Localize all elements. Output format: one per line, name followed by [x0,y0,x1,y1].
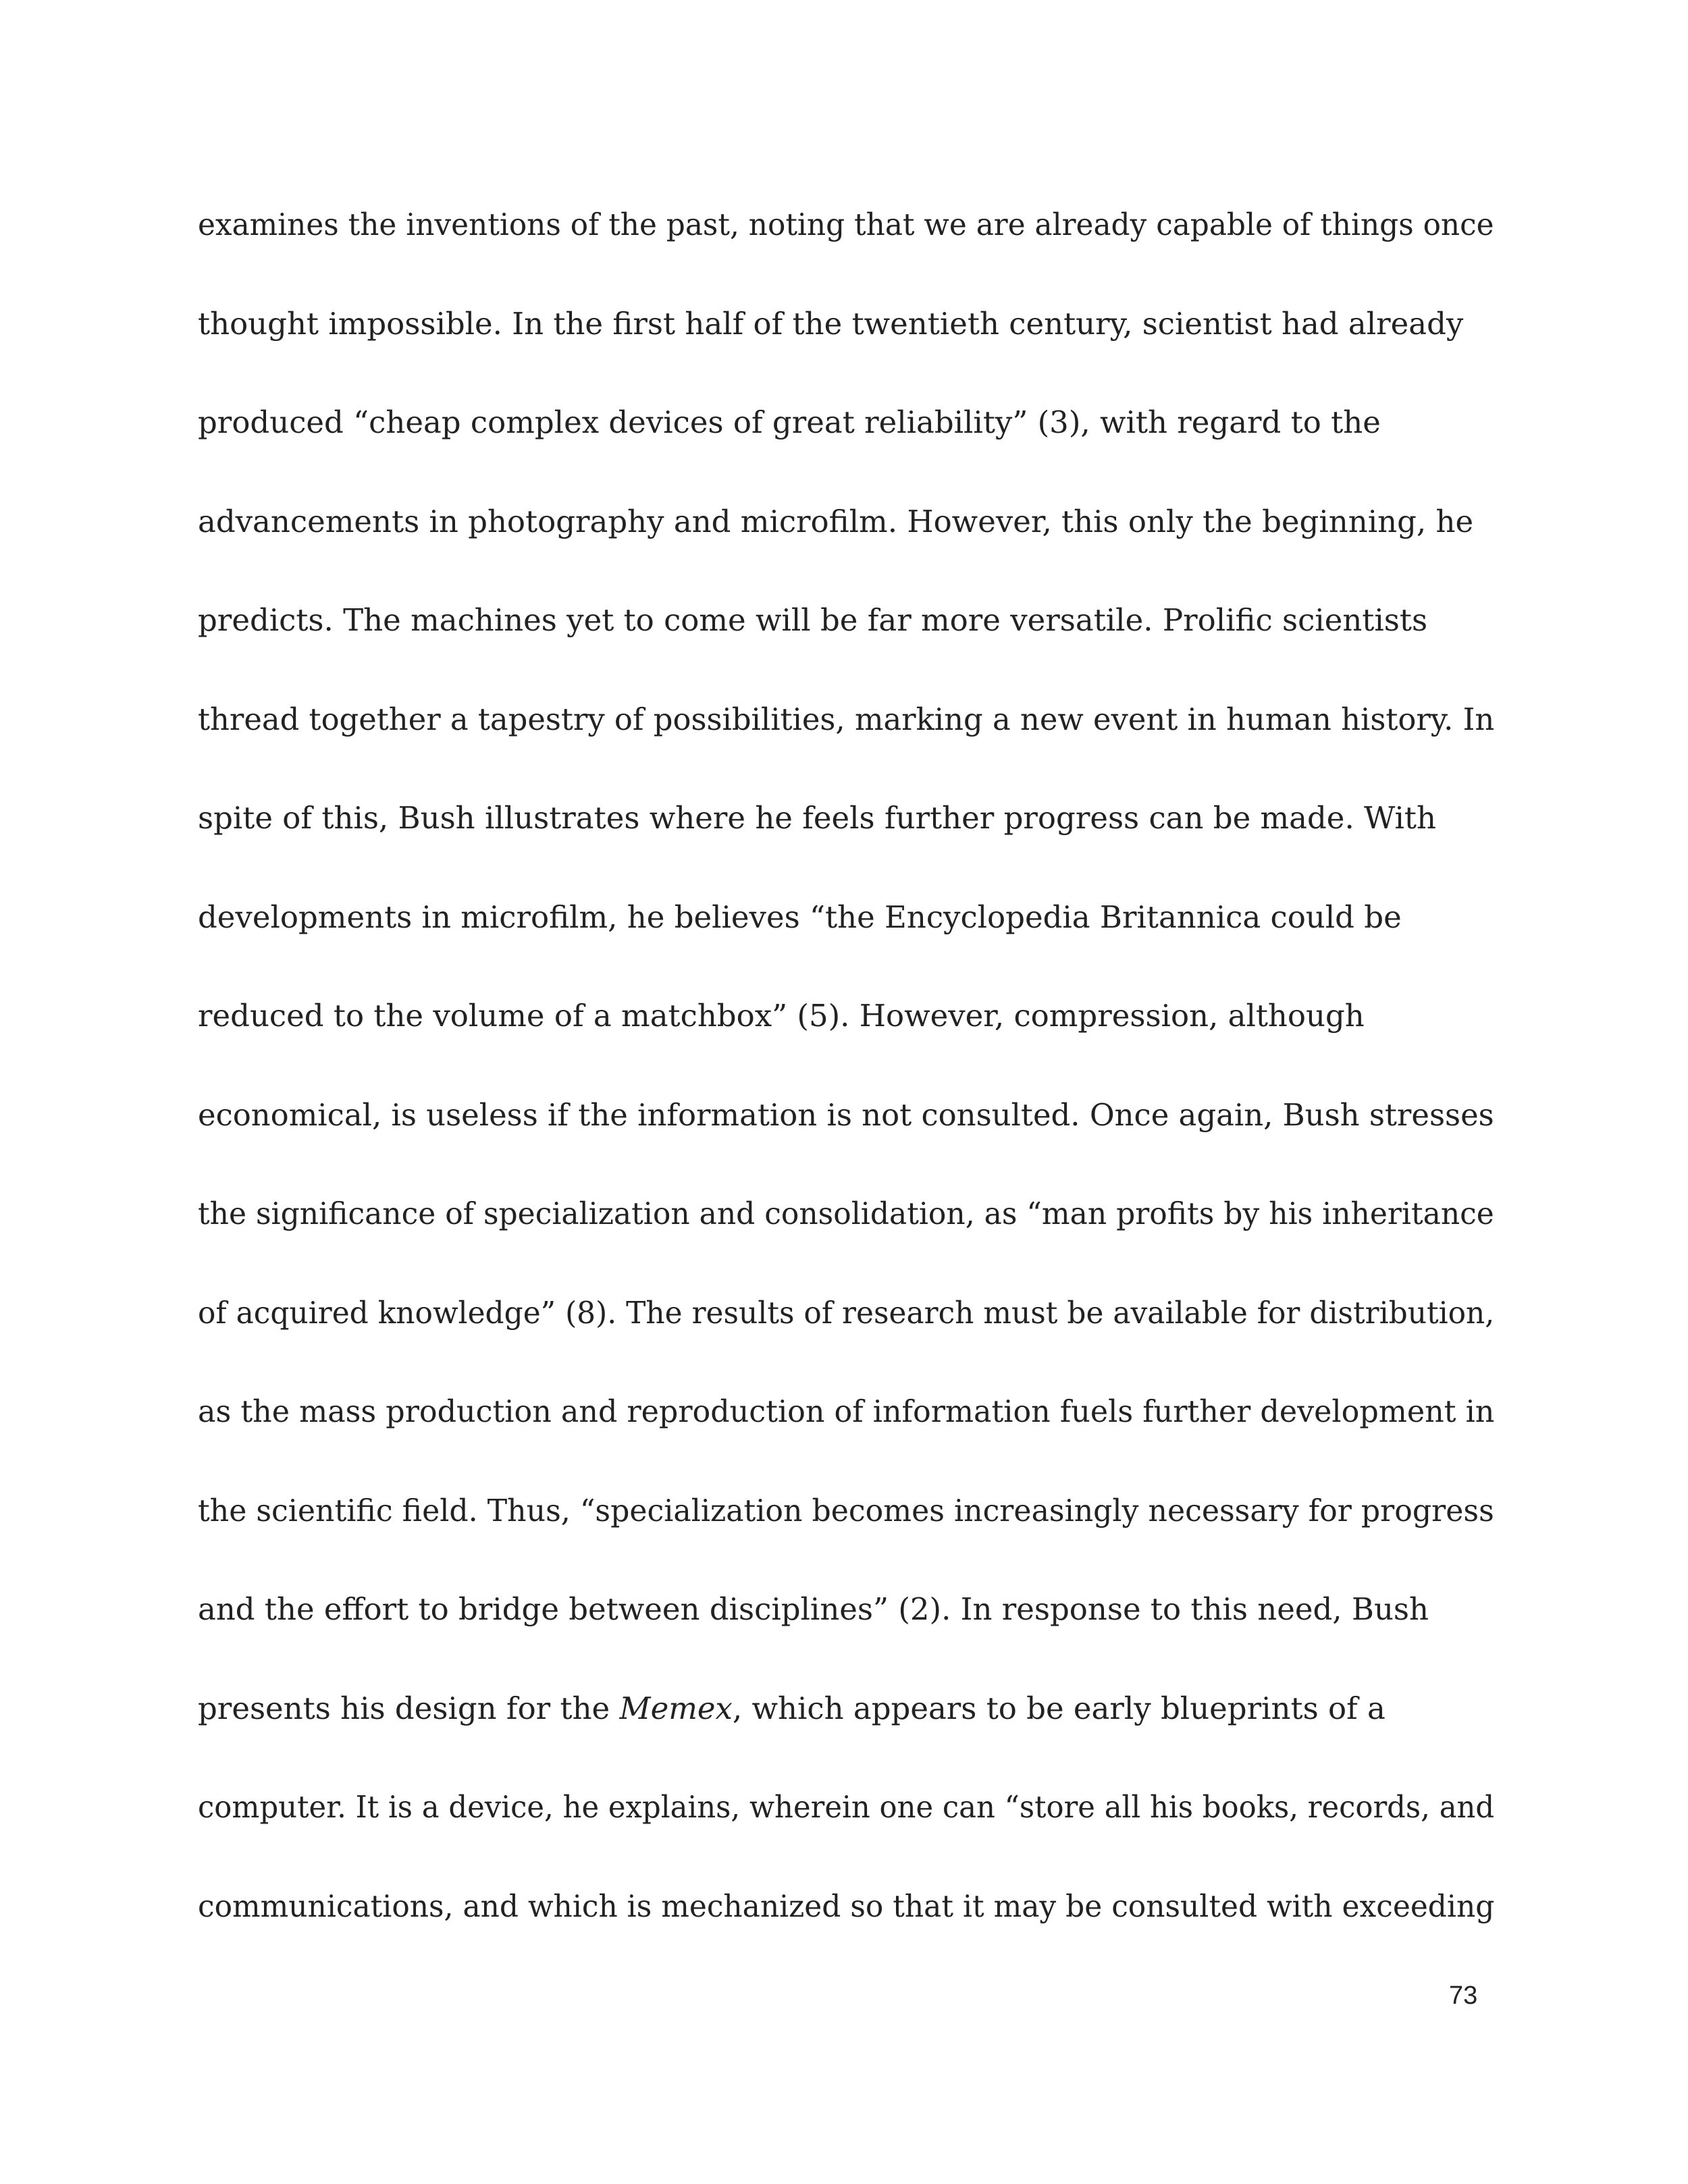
text-line: spite of this, Bush illustrates where he feels further progress can be made. With [198,800,1436,836]
text-line: developments in microfilm, he believes “the Encyclopedia Britannica could be [198,899,1402,935]
text-line: thread together a tapestry of possibilities, marking a new event in human history. In [198,701,1495,737]
text-line: economical, is useless if the information is not consulted. Once again, Bush stresses [198,1096,1494,1133]
text-line: and the effort to bridge between disciplines” (2). In response to this need, Bush [198,1591,1429,1627]
text-line: thought impossible. In the first half of the twentieth century, scientist had already [198,305,1464,342]
text-line: advancements in photography and microfilm. However, this only the beginning, he [198,503,1474,539]
memex-line-after: , which appears to be early blueprints of a [732,1690,1386,1726]
text-line: the significance of specialization and consolidation, as “man profits by his inheritance [198,1196,1494,1231]
text-line: predicts. The machines yet to come will be far more versatile. Prolific scientists [198,602,1428,638]
text-line: computer. It is a device, he explains, wherein one can “store all his books, records, and [198,1789,1495,1825]
text-line: of acquired knowledge” (8). The results of research must be available for distribution, [198,1294,1495,1331]
text-line: reduced to the volume of a matchbox” (5). However, compression, although [198,998,1365,1034]
text-line-memex [198,1678,1494,1778]
text-line: the scientific field. Thus, “specialization becomes increasingly necessary for progress [198,1492,1494,1528]
text-line: as the mass production and reproduction of information fuels further development in [198,1393,1495,1429]
body-paragraph [198,194,1494,1975]
text-line: produced “cheap complex devices of great reliability” (3), with regard to the [198,404,1381,440]
text-line: communications, and which is mechanized so that it may be consulted with exceeding [198,1888,1495,1924]
page-number: 73 [1449,1981,1478,2010]
memex-line-before: presents his design for the [198,1690,620,1726]
text-line: examines the inventions of the past, noting that we are already capable of things once [198,207,1494,242]
memex-italic-title: Memex [619,1690,733,1726]
